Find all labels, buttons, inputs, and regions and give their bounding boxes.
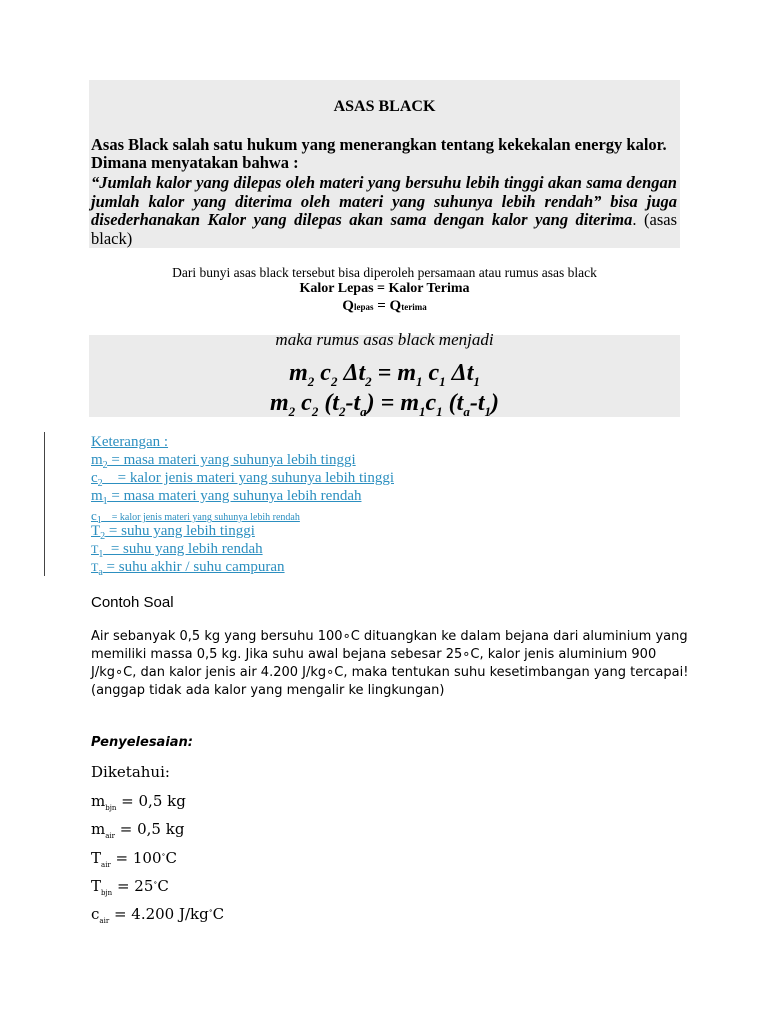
keterangan-t2: $T_2$ = suhu yang lebih tinggi	[91, 523, 255, 542]
q-equation: Qlepas = Qterima	[342, 298, 427, 314]
keterangan-m2: $m_2$ = masa materi yang suhunya lebih tinggi	[91, 452, 356, 471]
kalor-equation: Kalor Lepas = Kalor Terima	[299, 281, 470, 296]
keterangan-m1: $m_1$ = masa materi yang suhunya lebih rendah	[91, 488, 362, 507]
formula-2: $m_2$ $c_2$ $(t_2-t_a) = m_1c_1$ $(t_a-t_1)$	[269, 390, 499, 419]
keterangan-c2: $c_2$ = kalor jenis materi yang suhunya lebih tinggi	[91, 470, 394, 489]
derive-line: Dari bunyi asas black tersebut bisa diperoleh persamaan atau rumus asas black	[172, 265, 597, 280]
diketahui-heading: Diketahui:	[91, 763, 170, 781]
keterangan-c1: $c_1$ = kalor jenis materi yang suhunya lebih rendah	[91, 508, 300, 526]
soal-text: Air sebanyak 0,5 kg yang bersuhu 100∘C dituangkan ke dalam bejana dari aluminium yang memiliki massa 0,5 kg. Jika suhu awal bejana sebesar 25∘C, kalor jenis aluminium 900 J/kg∘C, dan kalor jenis air 4.200 J/kg∘C, maka tentukan suhu kesetimbangan yang tercapai! (anggap tidak ada kalor yang mengalir ke lingkungan)	[91, 629, 689, 698]
keterangan-heading: Keterangan :	[91, 434, 169, 450]
known-t-air: $T_{air} = 100^\circ C$	[91, 849, 177, 869]
known-m-bejana: $m_{bjn} = 0,5$ kg	[91, 792, 186, 812]
margin-line	[44, 432, 45, 576]
keterangan-ta: $T_a$ = suhu akhir / suhu campuran	[91, 559, 285, 578]
formula-1: $m_2$ $c_2$ $\Delta t_2 = m_1$ $c_1$ $\Delta t_1$	[289, 360, 480, 389]
known-c-air: $c_{air} = 4.200$ J/kg∘C	[91, 905, 225, 925]
known-m-air: $m_{air} = 0,5$ kg	[91, 820, 185, 840]
quote-italic: “Jumlah kalor yang dilepas oleh materi yang bersuhu lebih tinggi akan sama dengan jumlah kalor yang diterima oleh materi yang suhunya lebih rendah” bisa juga disederhanakan Kalor yang dilepas akan sama dengan kalor yang diterima	[91, 173, 677, 229]
page-title: ASAS BLACK	[333, 98, 436, 115]
maka-text: maka rumus asas black menjadi	[275, 330, 494, 349]
asas-black-quote	[91, 174, 677, 248]
known-t-bejana: $T_{bjn} = 25^\circ C$	[91, 877, 169, 897]
penyelesaian-heading: Penyelesaian:	[91, 735, 194, 750]
intro-text: Asas Black salah satu hukum yang menerangkan tentang kekekalan energy kalor. Dimana menyatakan bahwa :	[91, 135, 667, 172]
contoh-soal-heading: Contoh Soal	[91, 594, 174, 611]
keterangan-t1: $T_1$ = suhu yang lebih rendah	[91, 541, 263, 560]
quote-tail: . (asas black)	[91, 210, 677, 248]
